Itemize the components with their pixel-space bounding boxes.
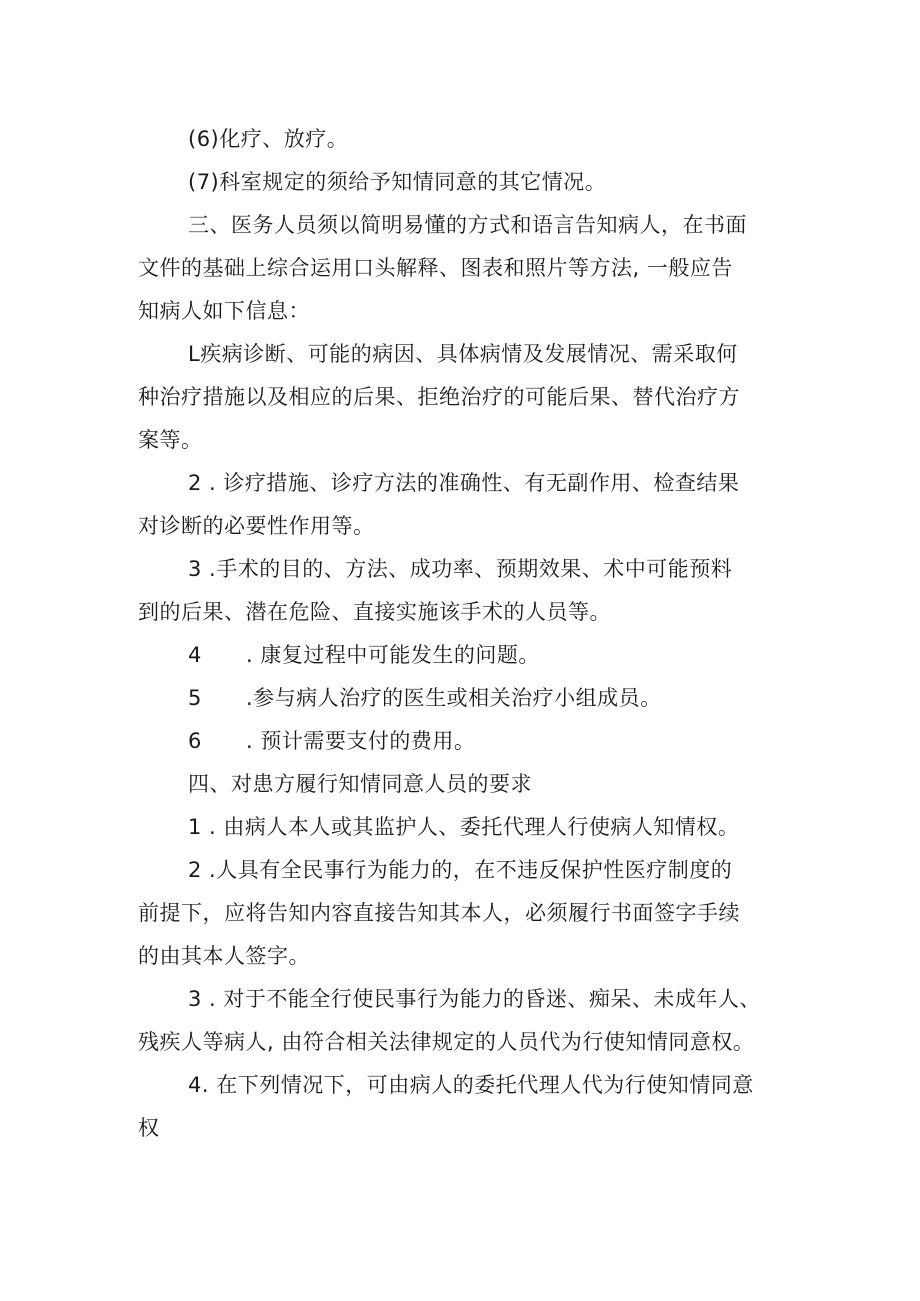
info-2-line-1: 2 . 诊疗措施、诊疗方法的准确性、有无副作用、检查结果 (188, 471, 740, 495)
req-3-line-2: 残疾人等病人, 由符合相关法律规定的人员代为行使知情同意权。 (138, 1030, 755, 1054)
req-3-line-1: 3 . 对于不能全行使民事行为能力的昏迷、痴呆、未成年人、 (188, 987, 761, 1011)
info-1-line-1: L疾病诊断、可能的病因、具体病情及发展情况、需采取何 (188, 342, 738, 366)
info-5-line (138, 677, 798, 720)
info-6-text: . 预计需要支付的费用。 (246, 729, 476, 753)
info-3-line-1: 3 .手术的目的、方法、成功率、预期效果、术中可能预料 (188, 557, 733, 581)
req-2-line-1: 2 .人具有全民事行为能力的，在不违反保护性医疗制度的 (188, 858, 733, 882)
info-5-text: .参与病人治疗的医生或相关治疗小组成员。 (246, 686, 662, 710)
info-5-number: 5 (188, 686, 202, 710)
info-3-line-2: 到的后果、潜在危险、直接实施该手术的人员等。 (138, 600, 611, 624)
req-4-line-1: 4. 在下列情况下，可由病人的委托代理人代为行使知情同意 (188, 1073, 754, 1097)
info-6-line (138, 720, 798, 763)
info-4-line (138, 634, 798, 677)
req-2-line-2: 前提下，应将告知内容直接告知其本人，必须履行书面签字手续 (138, 901, 740, 925)
section-3-line-2: 文件的基础上综合运用口头解释、图表和照片等方法, 一般应告 (138, 256, 733, 280)
req-2-line-3: 的由其本人签字。 (138, 944, 310, 968)
info-6-number: 6 (188, 729, 202, 753)
section-4-line-1: 四、对患方履行知情同意人员的要求 (188, 772, 532, 796)
req-1-line-1: 1 . 由病人本人或其监护人、委托代理人行使病人知情权。 (188, 815, 740, 839)
item-6-line-1: (6)化疗、放疗。 (188, 127, 349, 151)
item-7-line-1: (7)科室规定的须给予知情同意的其它情况。 (188, 170, 607, 194)
info-1-line-3: 案等。 (138, 428, 203, 452)
section-3-line-1: 三、医务人员须以简明易懂的方式和语言告知病人，在书面 (188, 213, 747, 237)
info-4-text: . 康复过程中可能发生的问题。 (246, 643, 540, 667)
document-body (138, 118, 798, 1150)
req-4-line-2: 权 (138, 1116, 160, 1140)
info-2-line-2: 对诊断的必要性作用等。 (138, 514, 375, 538)
info-1-line-2: 种治疗措施以及相应的后果、拒绝治疗的可能后果、替代治疗方 (138, 385, 740, 409)
info-4-number: 4 (188, 643, 202, 667)
section-3-line-3: 知病人如下信息： (138, 299, 310, 323)
